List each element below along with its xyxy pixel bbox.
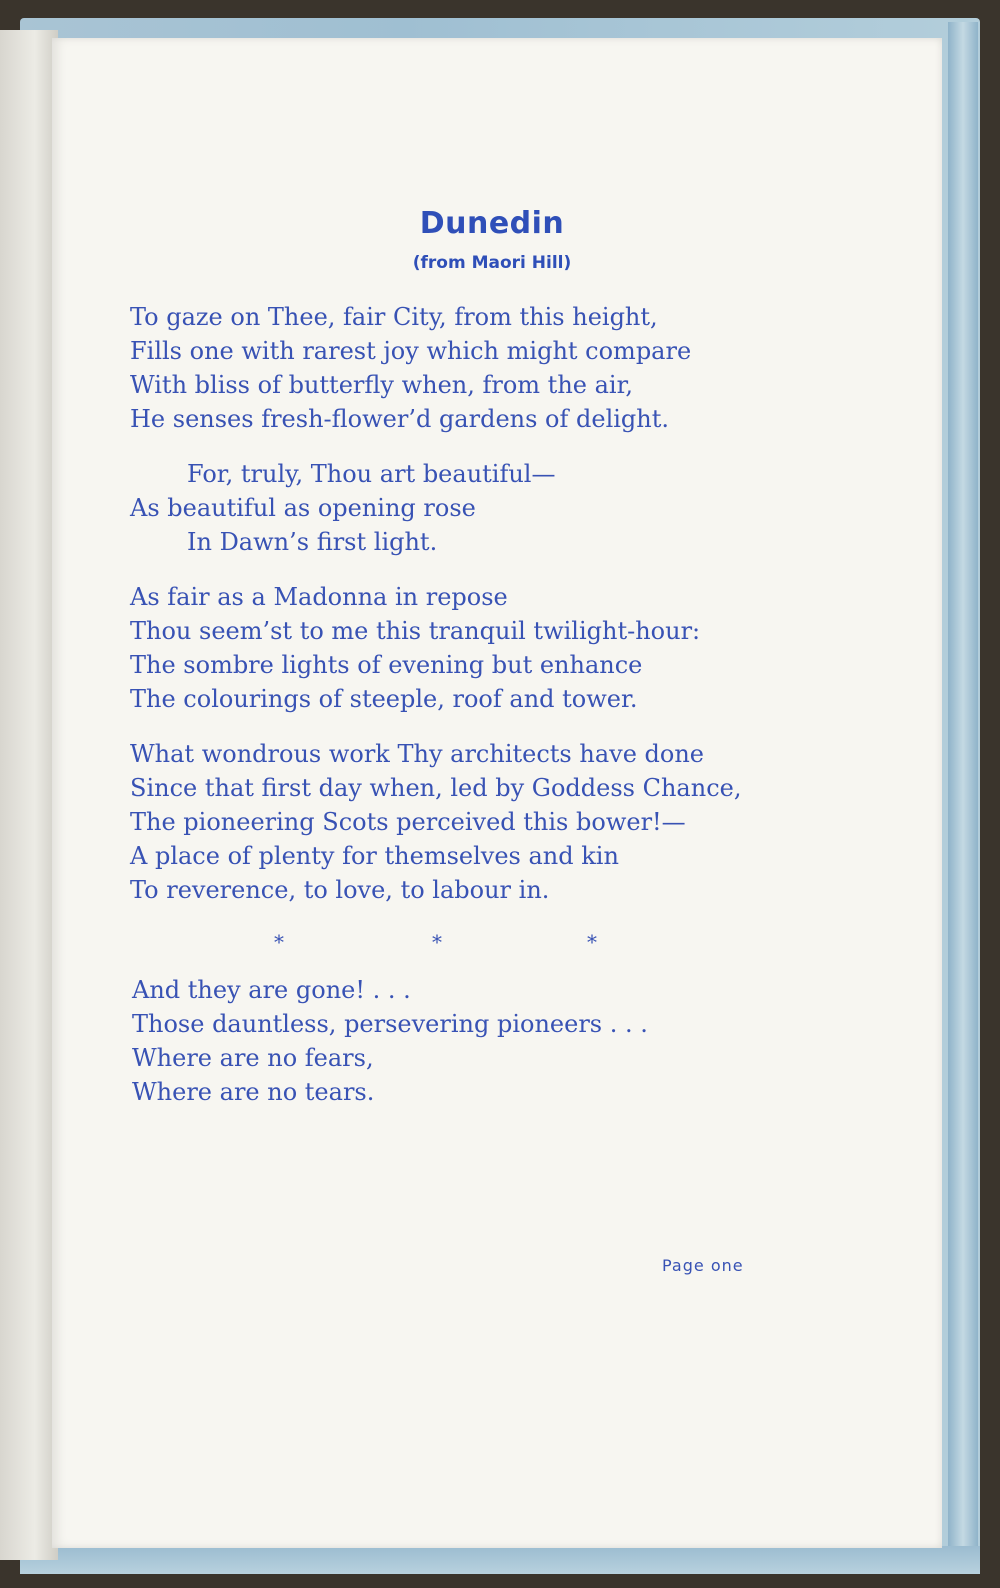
stanza-1 (130, 300, 830, 436)
verse-line: The sombre lights of evening but enhance (130, 651, 643, 679)
previous-page-edge (0, 30, 58, 1560)
asterisk-ornament: * (432, 930, 442, 954)
verse-line: He senses fresh-flower’d gardens of delight. (130, 405, 670, 433)
verse-line: A place of plenty for themselves and kin (130, 842, 619, 870)
verse-line: Thou seem’st to me this tranquil twilight-hour: (130, 617, 701, 645)
cover-right-edge (948, 22, 978, 1567)
verse-line: As beautiful as opening rose (130, 494, 476, 522)
asterisk-ornament: * (587, 930, 597, 954)
verse-line: For, truly, Thou art beautiful— (187, 460, 556, 488)
verse-line: Where are no fears, (132, 1044, 374, 1072)
cover-bottom-edge (20, 1546, 980, 1574)
verse-line: To gaze on Thee, fair City, from this height, (130, 303, 658, 331)
verse-line: Fills one with rarest joy which might compare (130, 337, 692, 365)
verse-line: What wondrous work Thy architects have done (130, 740, 704, 768)
stanza-3 (130, 580, 830, 716)
page-number: Page one (662, 1256, 744, 1275)
verse-line: In Dawn’s first light. (187, 528, 438, 556)
verse-line: Where are no tears. (132, 1078, 375, 1106)
verse-line: To reverence, to love, to labour in. (130, 876, 550, 904)
verse-line: With bliss of butterfly when, from the air, (130, 371, 634, 399)
poem-subtitle: (from Maori Hill) (412, 253, 572, 273)
poem-title: Dunedin (419, 206, 565, 241)
verse-line: Those dauntless, persevering pioneers . . . (132, 1010, 648, 1038)
poem-body (130, 300, 830, 928)
asterisk-ornament: * (274, 930, 284, 954)
verse-line: Since that first day when, led by Goddess Chance, (130, 774, 742, 802)
final-stanza (132, 973, 832, 1109)
verse-line: And they are gone! . . . (132, 976, 411, 1004)
stanza-4 (130, 737, 830, 907)
verse-line: The colourings of steeple, roof and tower. (130, 685, 638, 713)
verse-line: As fair as a Madonna in repose (130, 583, 508, 611)
verse-line: The pioneering Scots perceived this bower!— (130, 808, 686, 836)
stanza-2 (130, 457, 830, 559)
page-sheet (52, 38, 942, 1548)
